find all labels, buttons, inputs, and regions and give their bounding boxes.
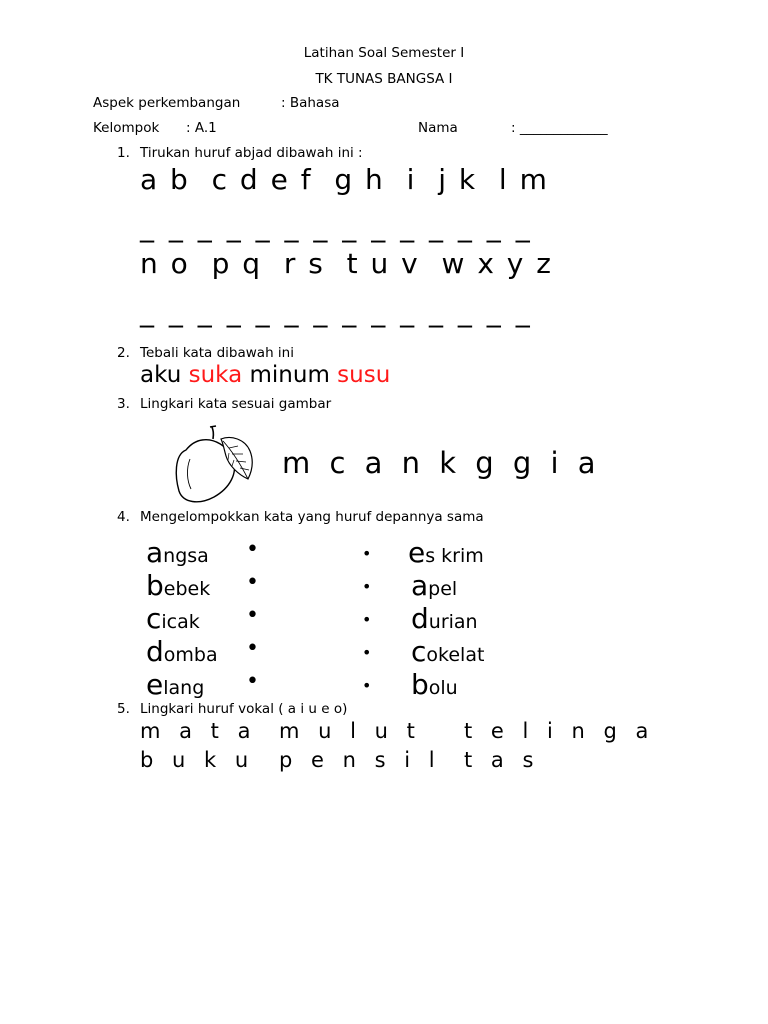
alphabet-row-1: a b c d e f g h i j k l m: [140, 163, 549, 196]
aspect-label: Aspek perkembangan: [93, 95, 241, 111]
q4-prompt: Mengelompokkan kata yang huruf depannya sama: [140, 509, 484, 525]
q1-prompt: Tirukan huruf abjad dibawah ini :: [140, 145, 363, 161]
group-label: Kelompok: [93, 120, 160, 136]
right-word-durian: durian: [411, 602, 478, 635]
right-dot-5[interactable]: •: [362, 676, 372, 695]
word-mulut: m u l u t: [279, 719, 421, 743]
q5-prompt: Lingkari huruf vokal ( a i u e o): [140, 701, 348, 717]
alphabet-row-2: n o p q r s t u v w x y z: [140, 247, 553, 280]
q2-number: 2.: [117, 345, 130, 361]
word-telinga: t e l i n g a: [464, 719, 655, 743]
word-susu: susu: [337, 362, 391, 388]
aspect-value: : Bahasa: [281, 95, 340, 111]
q3-prompt: Lingkari kata sesuai gambar: [140, 396, 332, 412]
word-aku: aku: [140, 362, 182, 388]
left-word-domba: domba: [146, 635, 218, 668]
name-field[interactable]: : _____________: [511, 120, 608, 136]
left-dot-4[interactable]: •: [246, 636, 259, 661]
name-label: Nama: [418, 120, 458, 136]
left-dot-1[interactable]: •: [246, 537, 259, 562]
left-word-bebek: bebek: [146, 569, 211, 602]
mango-icon: [166, 421, 264, 507]
right-dot-4[interactable]: •: [362, 643, 372, 662]
q3-number: 3.: [117, 396, 130, 412]
left-dot-2[interactable]: •: [246, 570, 259, 595]
word-mata: m a t a: [140, 719, 257, 743]
right-dot-3[interactable]: •: [362, 610, 372, 629]
writing-line-2[interactable]: _ _ _ _ _ _ _ _ _ _ _ _ _ _: [140, 295, 533, 328]
school-name: TK TUNAS BANGSA I: [315, 71, 453, 87]
q2-prompt: Tebali kata dibawah ini: [140, 345, 294, 361]
right-word-bolu: bolu: [411, 668, 458, 701]
group-value: : A.1: [186, 120, 217, 136]
right-word-es-krim: es krim: [408, 536, 484, 569]
left-word-angsa: angsa: [146, 536, 209, 569]
left-dot-5[interactable]: •: [246, 669, 259, 694]
right-word-apel: apel: [411, 569, 458, 602]
right-word-cokelat: cokelat: [411, 635, 485, 668]
left-word-elang: elang: [146, 668, 205, 701]
word-minum: minum: [249, 362, 330, 388]
q5-number: 5.: [117, 701, 130, 717]
writing-line-1[interactable]: _ _ _ _ _ _ _ _ _ _ _ _ _ _: [140, 210, 533, 243]
word-tas: t a s: [464, 748, 540, 772]
word-pensil: p e n s i l: [279, 748, 441, 772]
trace-sentence: [140, 362, 390, 388]
worksheet-title: Latihan Soal Semester I: [303, 45, 465, 61]
left-word-cicak: cicak: [146, 602, 200, 635]
letter-search-row: m c a n k g g i a: [282, 446, 601, 480]
word-suka: suka: [188, 362, 243, 388]
word-buku: b u k u: [140, 748, 255, 772]
right-dot-2[interactable]: •: [362, 577, 372, 596]
q4-number: 4.: [117, 509, 130, 525]
right-dot-1[interactable]: •: [362, 544, 372, 563]
left-dot-3[interactable]: •: [246, 603, 259, 628]
q1-number: 1.: [117, 145, 130, 161]
